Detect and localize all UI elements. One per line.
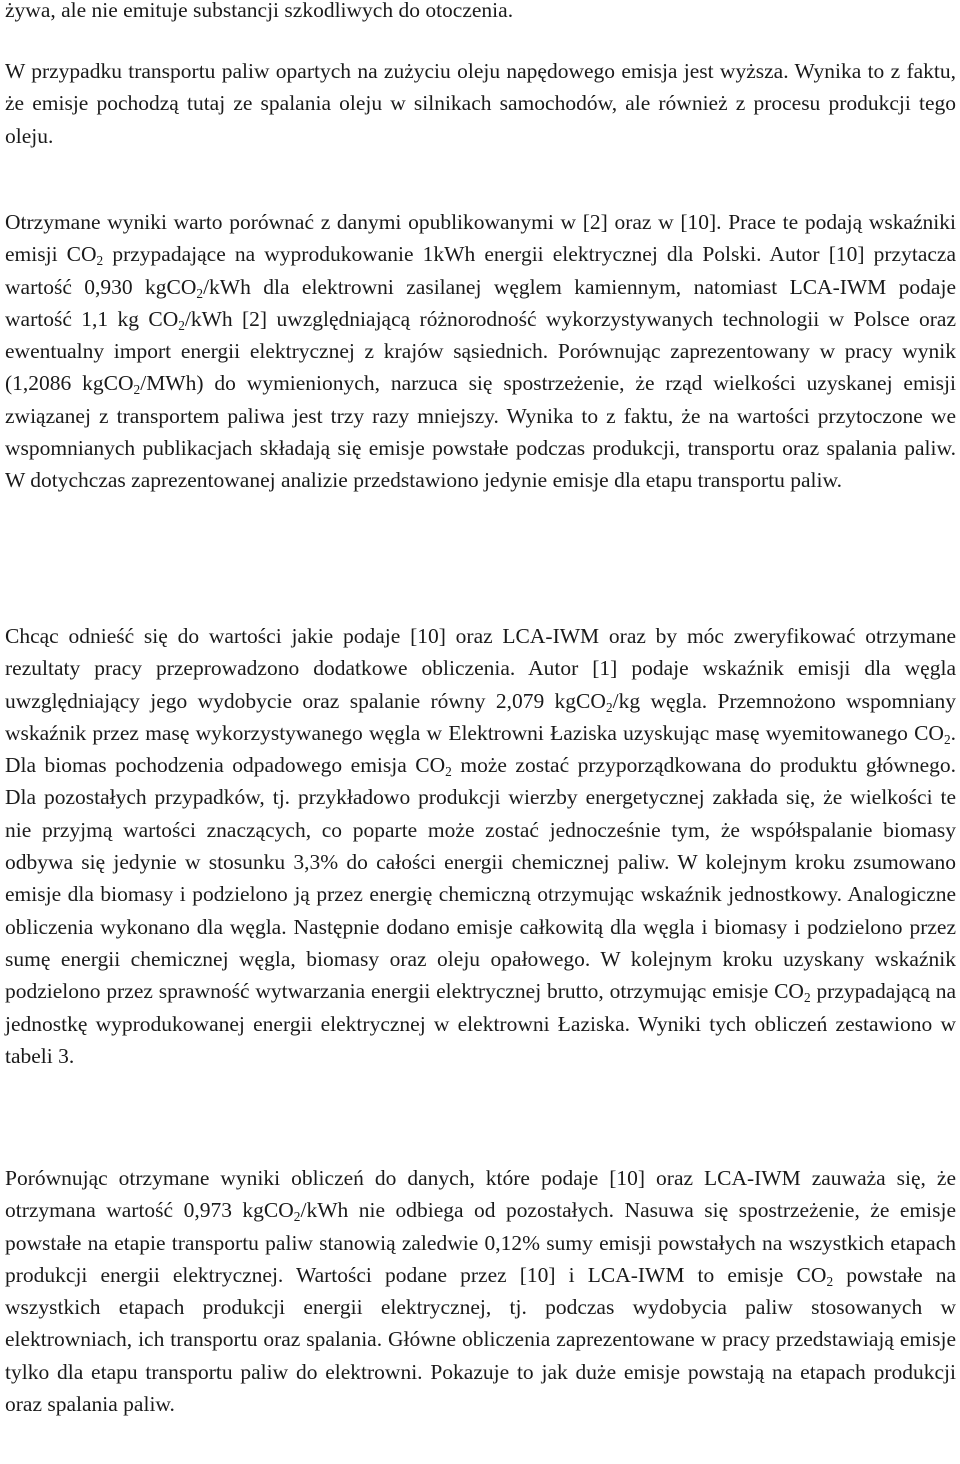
subscript: 2 bbox=[196, 285, 204, 301]
paragraph-text: Chcąc odnieść się do wartości jakie podaje [10] oraz LCA-IWM oraz by móc zweryfikować otrzymane rezultaty pracy przeprowadzono dodatkowe obliczenia. Autor [1] podaje wskaźnik emisji dla węgla uwzględniający jego wydobycie oraz spalanie równy 2,079 kgCO bbox=[5, 624, 956, 713]
subscript: 2 bbox=[445, 764, 452, 780]
paragraph-text: przypadające na wyprodukowanie 1kWh energii elektrycznej dla Polski. Autor [10] przytacza wartość 0,930 kgCO bbox=[5, 242, 956, 299]
paragraph-3 bbox=[5, 206, 956, 497]
paragraph-text: . Dla biomas pochodzenia odpadowego emisja CO bbox=[5, 720, 956, 778]
paragraph-text: W przypadku transportu paliw opartych na zużyciu oleju napędowego emisja jest wyższa. Wynika to z faktu, że emisje pochodzą tutaj ze spalania oleju w silnikach samochodów, ale również z procesu produkcji tego oleju. bbox=[5, 59, 956, 148]
paragraph-5 bbox=[5, 1162, 956, 1420]
paragraph-text: /kg węgla. Przemnożono wspomniany wskaźnik przez masę wykorzystywanego węgla w Elektrowni Łaziska uzyskując masę wyemitowanego CO bbox=[5, 688, 956, 745]
paragraph-1 bbox=[5, 0, 956, 26]
paragraph-text: /kWh dla elektrowni zasilanej węglem kamiennym, natomiast LCA-IWM podaje wartość 1,1 kg CO bbox=[5, 274, 956, 331]
paragraph-text: żywa, ale nie emituje substancji szkodliwych do otoczenia. bbox=[5, 0, 514, 22]
paragraph-text: /MWh) do wymienionych, narzuca się spostrzeżenie, że rząd wielkości uzyskanej emisji związanej z transportem paliwa jest trzy razy mniejszy. Wynika to z faktu, że na wartości przytoczone we wspomnianych publikacjach składają się emisje powstałe podczas produkcji, transportu oraz spalania paliw. W dotychczas zaprezentowanej analizie przedstawiono jedynie emisje dla etapu transportu paliw. bbox=[5, 371, 956, 493]
paragraph-text: powstałe na wszystkich etapach produkcji energii elektrycznej, tj. podczas wydobycia paliw stosowanych w elektrowniach, ich transportu oraz spalania. Główne obliczenia zaprezentowane w pracy przedstawiają emisje tylko dla etapu transportu paliw do elektrowni. Pokazuje to jak duże emisje powstają na etapach produkcji oraz spalania paliw. bbox=[5, 1262, 957, 1417]
paragraph-text: przypadającą na jednostkę wyprodukowanej energii elektrycznej w elektrowni Łaziska. Wyniki tych obliczeń zestawiono w tabeli 3. bbox=[5, 979, 956, 1068]
subscript: 2 bbox=[826, 1273, 834, 1289]
subscript: 2 bbox=[293, 1209, 301, 1225]
subscript: 2 bbox=[943, 731, 951, 747]
paragraph-4 bbox=[5, 620, 956, 1072]
paragraph-text: Porównując otrzymane wyniki obliczeń do danych, które podaje [10] oraz LCA-IWM zauważa się, że otrzymana wartość 0,973 kgCO bbox=[5, 1166, 956, 1223]
paragraph-text: /kWh nie odbiega od pozostałych. Nasuwa się spostrzeżenie, że emisje powstałe na etapie transportu paliw stanowią zaledwie 0,12% sumy emisji powstałych na wszystkich etapach produkcji energii elektrycznej. Wartości podane przez [10] i LCA-IWM to emisje CO bbox=[5, 1198, 956, 1287]
paragraph-text: Otrzymane wyniki warto porównać z danymi opublikowanymi w [2] oraz w [10]. Prace te podają wskaźniki emisji CO bbox=[5, 210, 956, 267]
subscript: 2 bbox=[605, 699, 613, 715]
paragraph-2 bbox=[5, 55, 956, 152]
subscript: 2 bbox=[96, 253, 104, 269]
paragraph-text: może zostać przyporządkowana do produktu głównego. Dla pozostałych przypadków, tj. przykładowo produkcji wierzby energetycznej zakłada się, że wielkości te nie przyjmą wartości znaczących, co poparte może zostać jednocześnie tym, że współspalanie biomasy odbywa się jedynie w stosunku 3,3% do całości energii chemicznej paliw. W kolejnym kroku zsumowano emisje dla biomasy i podzielono ją przez energię chemiczną otrzymując wskaźnik jednostkowy. Analogiczne obliczenia wykonano dla węgla. Następnie dodano emisje całkowitą dla węgla i biomasy i podzielono przez sumę energii chemicznej węgla, biomasy oraz oleju opałowego. W kolejnym kroku uzyskany wskaźnik podzielono przez sprawność wytwarzania energii elektrycznej brutto, otrzymując emisje CO bbox=[5, 753, 956, 1004]
paragraph-text: /kWh [2] uwzględniającą różnorodność wykorzystywanych technologii w Polsce oraz ewentualny import energii elektrycznej z krajów sąsiednich. Porównując zaprezentowany w pracy wynik (1,2086 kgCO bbox=[5, 306, 956, 396]
subscript: 2 bbox=[803, 990, 811, 1006]
subscript: 2 bbox=[178, 317, 185, 333]
subscript: 2 bbox=[133, 382, 141, 398]
